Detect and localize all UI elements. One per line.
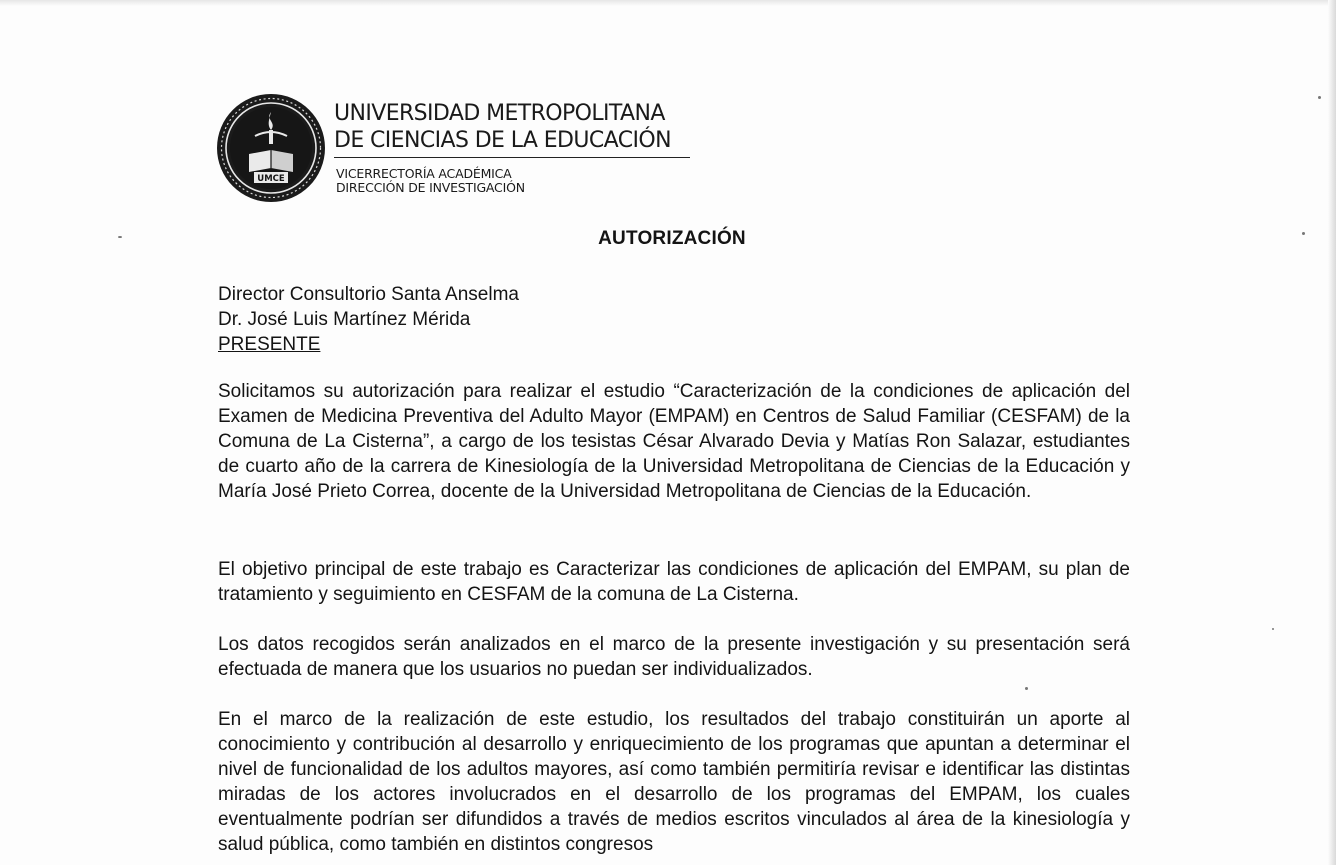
scan-speck — [1025, 687, 1028, 690]
header-divider — [334, 157, 690, 158]
department-block — [336, 167, 525, 195]
scan-edge-top — [0, 0, 1336, 6]
scan-speck — [1318, 96, 1321, 99]
paragraph-objective: El objetivo principal de este trabajo es Caracterizar las condiciones de aplicación del EMPAM, su plan de tratamiento y seguimiento en CESFAM de la comuna de La Cisterna. — [218, 559, 1130, 605]
addressee-line2: Dr. José Luis Martínez Mérida — [218, 309, 471, 330]
scan-speck — [118, 236, 122, 238]
paragraph-contribution: En el marco de la realización de este estudio, los resultados del trabajo constituirán un aporte al conocimiento y contribución al desarrollo y enriquecimiento de los programas que apuntan a determinar el nivel de funcionalidad de los adultos mayores, así como también permitiría revisar e identificar las distintas miradas de los actores involucrados en el desarrollo de los programas del EMPAM, los cuales eventualmente podrían ser difundidos a través de medios escritos vinculados al área de la kinesiología y salud pública, como también en distintos congresos — [218, 709, 1130, 855]
svg-text:UMCE: UMCE — [257, 174, 285, 184]
university-seal-logo — [215, 92, 327, 204]
research-directorate-label: DIRECCIÓN DE INVESTIGACIÓN — [336, 180, 525, 195]
scan-edge-right — [1328, 0, 1336, 865]
vice-rectorate-label: VICERRECTORÍA ACADÉMICA — [336, 166, 512, 181]
addressee-presente: PRESENTE — [218, 334, 321, 355]
institution-name-line2: DE CIENCIAS DE LA EDUCACIÓN — [334, 128, 671, 153]
document-title: AUTORIZACIÓN — [598, 228, 746, 249]
institution-name-line1: UNIVERSIDAD METROPOLITANA — [334, 101, 665, 126]
scan-speck — [1302, 232, 1305, 235]
scan-speck — [1272, 628, 1274, 630]
institution-header — [334, 100, 694, 195]
paragraph-data-handling: Los datos recogidos serán analizados en el marco de la presente investigación y su presentación será efectuada de manera que los usuarios no puedan ser individualizados. — [218, 634, 1130, 680]
paragraph-request: Solicitamos su autorización para realizar el estudio “Caracterización de la condiciones de aplicación del Examen de Medicina Preventiva del Adulto Mayor (EMPAM) en Centros de Salud Familiar (CESFAM) de la Comuna de La Cisterna”, a cargo de los tesistas César Alvarado Devia y Matías Ron Salazar, estudiantes de cuarto año de la carrera de Kinesiología de la Universidad Metropolitana de Ciencias de la Educación y María José Prieto Correa, docente de la Universidad Metropolitana de Ciencias de la Educación. — [218, 381, 1130, 502]
addressee-line1: Director Consultorio Santa Anselma — [218, 284, 519, 305]
addressee-block — [218, 282, 519, 357]
